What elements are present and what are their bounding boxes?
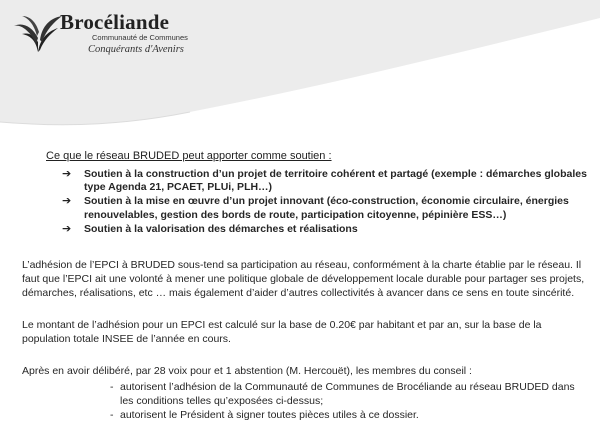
arrow-right-icon: ➔ [62,168,72,180]
arrow-right-icon: ➔ [62,222,72,235]
list-item: - autorisent le Président à signer toutes pièces utiles à ce dossier. [110,408,590,422]
decision-text: autorisent l’adhésion de la Communauté de Communes de Brocéliande au réseau BRUDED dans les conditions telles qu’exposées ci-dessus; [120,381,575,407]
list-item: - autorisent l’adhésion de la Communauté de Communes de Brocéliande au réseau BRUDED dans les conditions telles qu’exposées ci-dessus; [110,380,590,408]
org-subtitle: Communauté de Communes [92,33,188,42]
list-item [62,223,592,236]
paragraph-montant: Le montant de l’adhésion pour un EPCI est calculé sur la base de 0.20€ par habitant et par an, sur la base de la population totale INSEE de l’année en cours. [22,319,542,345]
paragraph-vote: Après en avoir délibéré, par 28 voix pour et 1 abstention (M. Hercouët), les membres du conseil : [22,365,472,377]
bullet-text: Soutien à la mise en œuvre d’un projet innovant (éco-construction, économie circulaire, énergies renouvelables, gestion des bords de route, participation citoyenne, pépinière ESS…) [84,195,569,221]
arrow-right-icon: ➔ [62,195,72,208]
document-header [0,0,600,130]
decision-list [110,380,590,422]
bullet-list [62,168,592,237]
broceliande-tree-logo-icon [12,14,64,54]
list-item [62,195,592,221]
section-title: Ce que le réseau BRUDED peut apporter comme soutien : [46,150,332,162]
bullet-text: Soutien à la valorisation des démarches et réalisations [84,222,358,235]
org-name: Brocéliande [60,10,170,34]
paragraph-adhesion: L’adhésion de l’EPCI à BRUDED sous-tend sa participation au réseau, conformément à la charte établie par le réseau. Il faut que l’EPCI ait une volonté à mener une politique globale de développement locale durable pour partager ses projets, démarches, réalisations, etc … mais également d’aider d’autres collectivités à avancer dans ce sens en toute sincérité. [22,259,585,299]
org-slogan: Conquérants d'Avenirs [88,44,184,55]
list-item [62,168,592,194]
bullet-text: Soutien à la construction d’un projet de territoire cohérent et partagé (exemple : démarches globales type Agenda 21, PCAET, PLUi, PLH…) [84,168,587,194]
decision-text: autorisent le Président à signer toutes pièces utiles à ce dossier. [120,409,419,421]
